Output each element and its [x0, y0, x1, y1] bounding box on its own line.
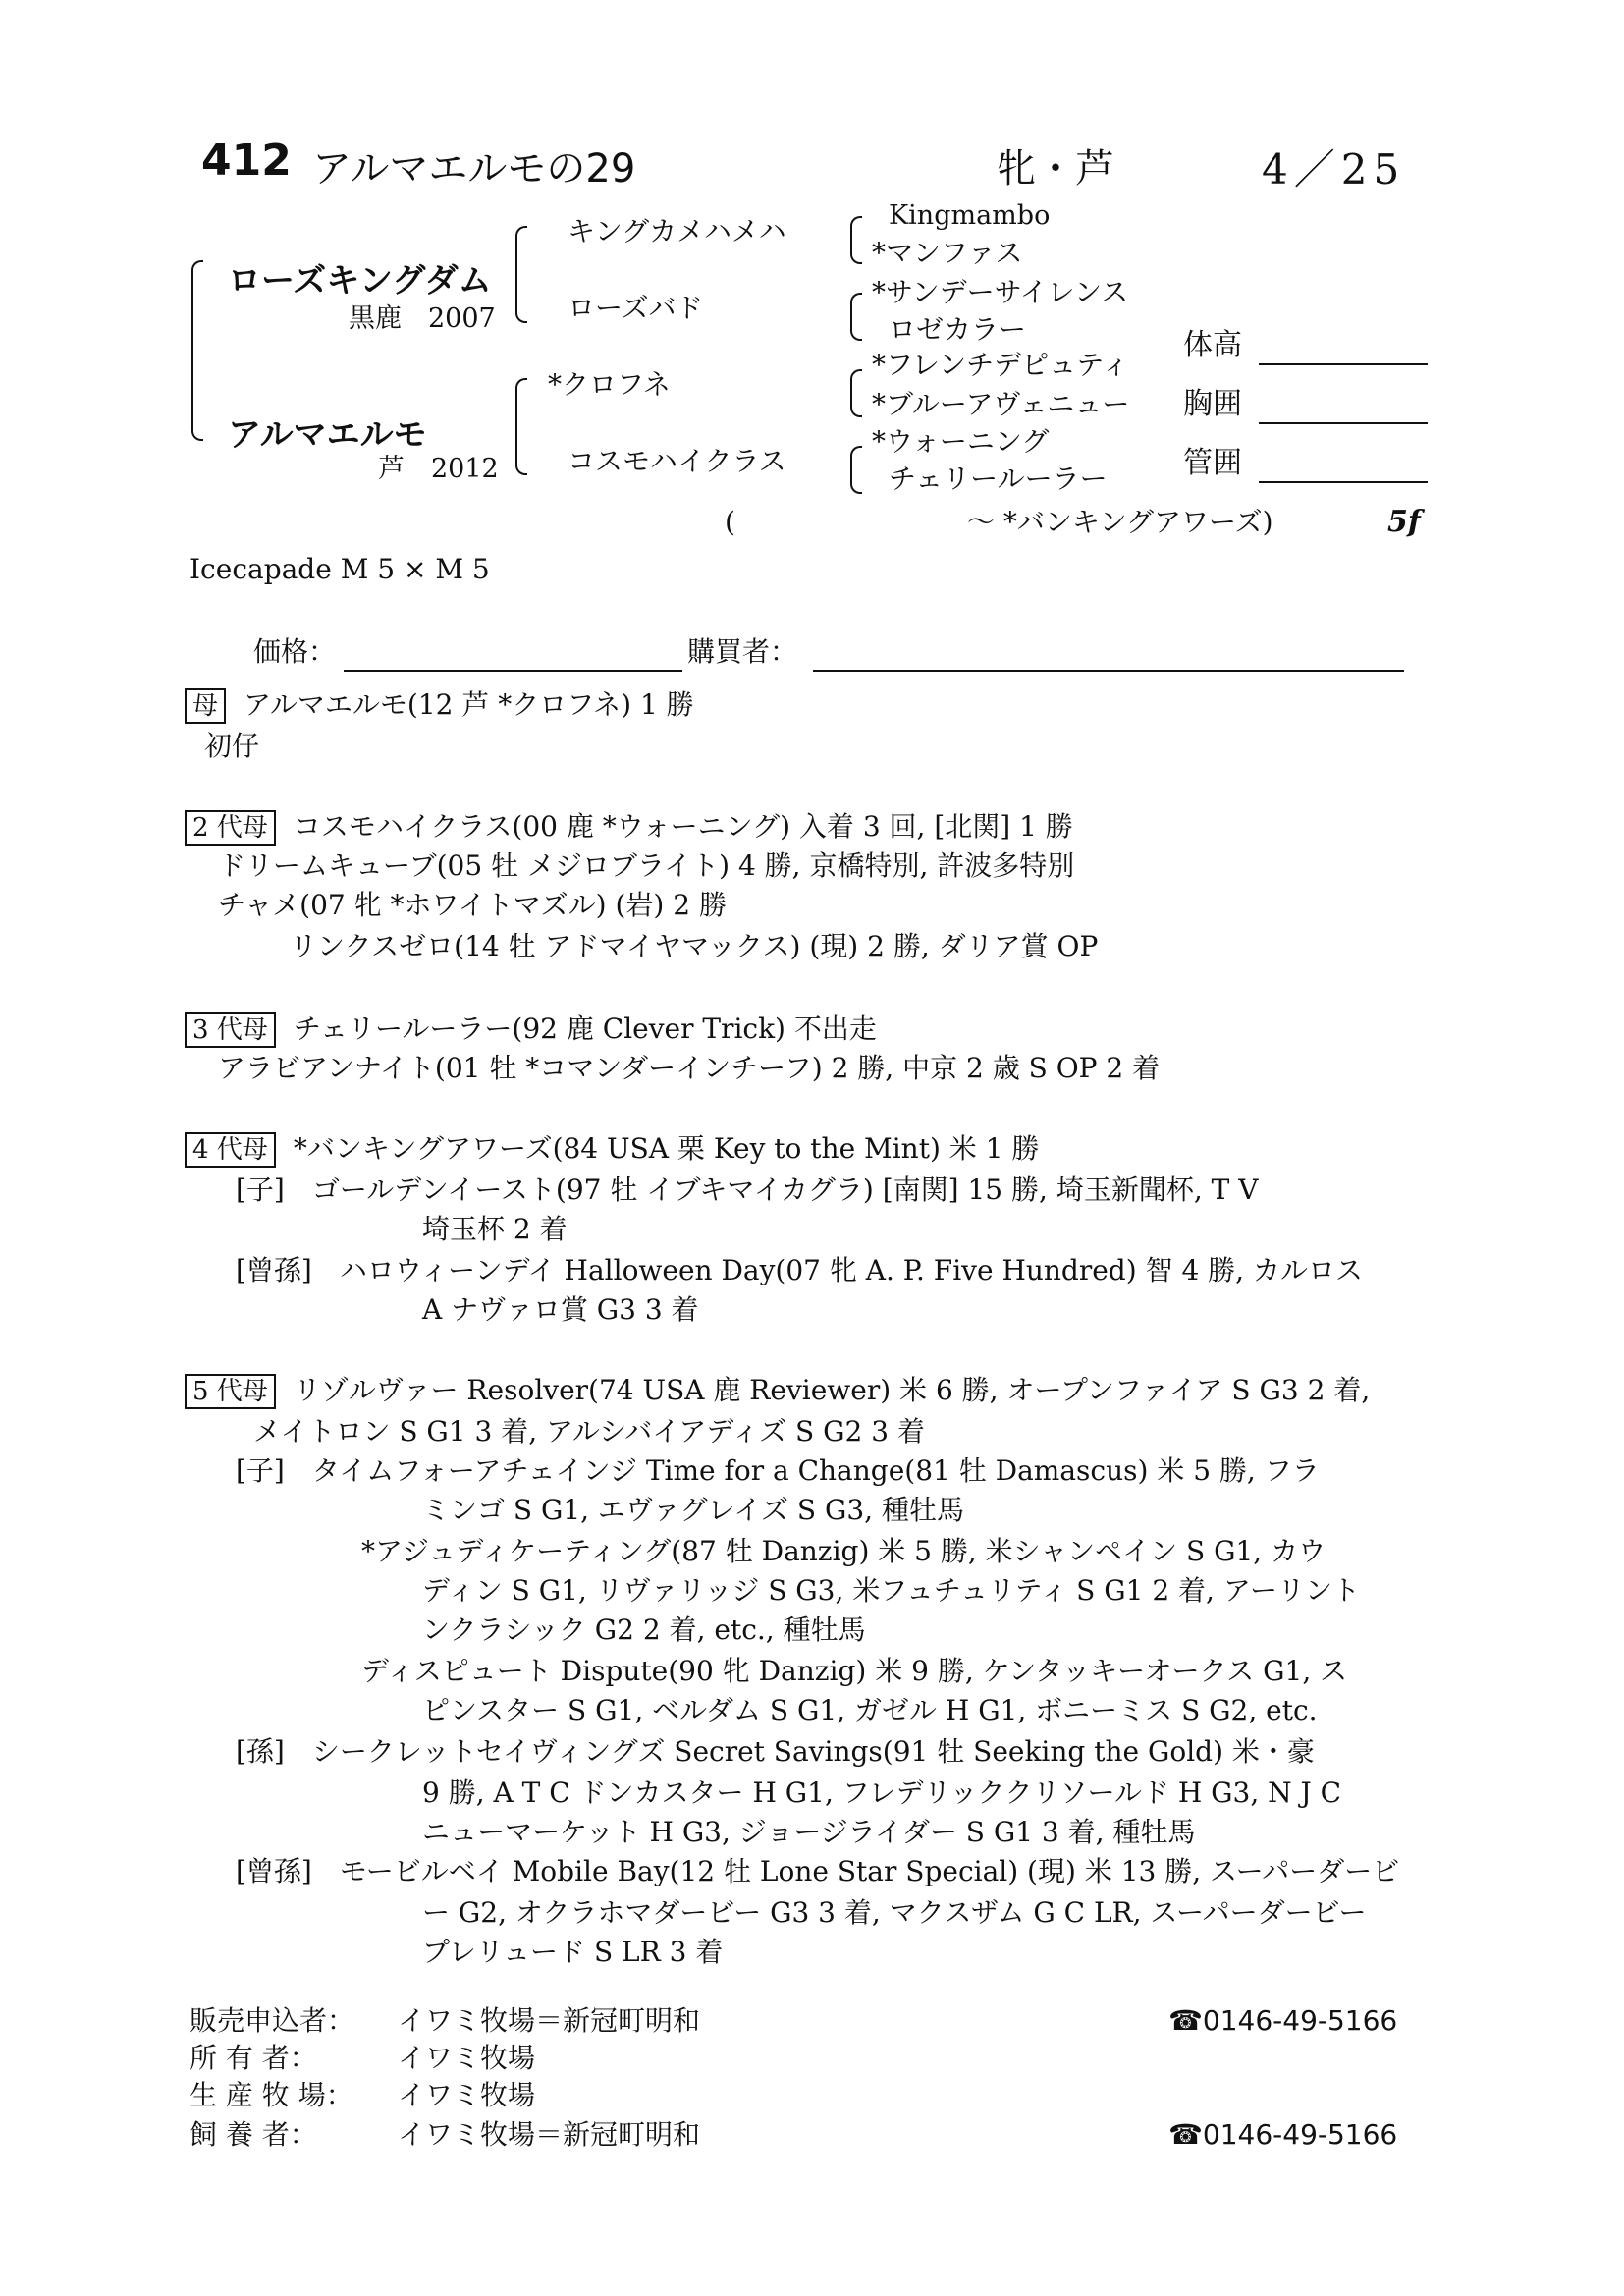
- gen3-line: アラビアンナイト(01 牡 *コマンダーインチーフ) 2 勝, 中京 2 歳 S OP 2 着: [218, 1052, 1161, 1084]
- gen3-item: *サンデーサイレンス: [872, 276, 1129, 308]
- family-note: ～ *バンキングアワーズ): [967, 506, 1273, 538]
- gen2-section: [185, 807, 1073, 847]
- gen4-line: 埼玉杯 2 着: [422, 1213, 568, 1245]
- footer-label: 生 産 牧 場：: [189, 2079, 353, 2111]
- dam-color-year: 芦 2012: [378, 454, 499, 484]
- gen5-line: ピンスター S G1, ベルダム S G1, ガゼル H G1, ボニーミス S G2, etc.: [422, 1694, 1318, 1726]
- family-note-paren: (: [725, 506, 735, 538]
- gen2-item: キングカメハメハ: [568, 215, 786, 247]
- height-blank[interactable]: [1259, 363, 1428, 365]
- gen3-brace: [850, 293, 862, 341]
- dam-brace: [515, 378, 527, 475]
- family-number: 5f: [1387, 505, 1421, 539]
- gen2-item: コスモハイクラス: [568, 445, 786, 477]
- sire-brace: [515, 226, 527, 323]
- price-label: 価格：: [253, 635, 337, 668]
- gen3-item: ロゼカラー: [889, 313, 1027, 346]
- gen2-label: 2 代母: [185, 810, 276, 846]
- footer-value: イワミ牧場＝新冠町明和: [398, 2004, 701, 2037]
- gen5-line: メイトロン S G1 3 着, アルシバイアディズ S G2 3 着: [253, 1415, 925, 1448]
- gen5-line: ニューマーケット H G3, ジョージライダー S G1 3 着, 種牡馬: [422, 1816, 1196, 1848]
- sire-name: ローズキングダム: [228, 261, 492, 301]
- gen5-line: ミンゴ S G1, エヴァグレイズ S G3, 種牡馬: [422, 1494, 964, 1526]
- outer-brace: [191, 260, 203, 441]
- gen2-line: コスモハイクラス(00 鹿 *ウォーニング) 入着 3 回, [北関] 1 勝: [293, 810, 1073, 843]
- sex-color: 牝・芦: [997, 146, 1114, 191]
- gen3-item: チェリールーラー: [889, 463, 1108, 495]
- gen5-line: [曾孫] モービルベイ Mobile Bay(12 牡 Lone Star Special) (現) 米 13 勝, スーパーダービ: [236, 1855, 1400, 1887]
- chest-blank[interactable]: [1259, 422, 1428, 424]
- price-blank[interactable]: [344, 670, 682, 672]
- cannon-blank[interactable]: [1259, 481, 1428, 483]
- gen5-label: 5 代母: [185, 1374, 276, 1409]
- lot-number: 412: [201, 136, 292, 186]
- gen5-line: リゾルヴァー Resolver(74 USA 鹿 Reviewer) 米 6 勝, オープンファイア S G3 2 着,: [293, 1374, 1371, 1406]
- horse-name: アルマエルモの29: [312, 146, 636, 191]
- dam-label: 母: [185, 688, 226, 724]
- height-label: 体高: [1183, 328, 1242, 362]
- gen3-line: チェリールーラー(92 鹿 Clever Trick) 不出走: [293, 1012, 877, 1045]
- buyer-label: 購買者：: [687, 635, 798, 668]
- gen5-line: プレリュード S LR 3 着: [422, 1936, 724, 1968]
- gen3-section: [185, 1010, 877, 1049]
- gen3-item: Kingmambo: [889, 200, 1051, 231]
- gen5-section: [185, 1371, 1370, 1410]
- footer-phone: ☎0146-49-5166: [1168, 2118, 1398, 2151]
- gen3-brace: [850, 446, 862, 494]
- gen4-line: [子] ゴールデンイースト(97 牡 イブキマイカグラ) [南関] 15 勝, 埼玉新聞杯, T V: [236, 1174, 1259, 1206]
- dam-section: [185, 685, 694, 725]
- gen5-line: ディン S G1, リヴァリッジ S G3, 米フュチュリティ S G1 2 着, アーリント: [422, 1574, 1360, 1607]
- gen3-item: *ブルーアヴェニュー: [872, 388, 1130, 420]
- gen5-line: ディスピュート Dispute(90 牝 Danzig) 米 9 勝, ケンタッキーオークス G1, ス: [361, 1655, 1348, 1687]
- gen5-line: ンクラシック G2 2 着, etc., 種牡馬: [422, 1613, 866, 1646]
- gen5-line: [孫] シークレットセイヴィングズ Secret Savings(91 牡 Seeking the Gold) 米・豪: [236, 1735, 1315, 1768]
- dam-produce: 初仔: [204, 730, 260, 762]
- gen3-item: *ウォーニング: [872, 425, 1050, 458]
- phone-icon: ☎: [1168, 2118, 1203, 2151]
- gen4-label: 4 代母: [185, 1132, 276, 1168]
- gen4-line: A ナヴァロ賞 G3 3 着: [422, 1293, 699, 1326]
- footer-value: イワミ牧場: [398, 2042, 536, 2074]
- gen5-line: 9 勝, A T C ドンカスター H G1, フレデリッククリソールド H G3, N J C: [422, 1777, 1342, 1809]
- dam-line: アルマエルモ(12 芦 *クロフネ) 1 勝: [244, 688, 694, 721]
- birth-date: 4／25: [1262, 145, 1406, 193]
- gen5-line: *アジュディケーティング(87 牡 Danzig) 米 5 勝, 米シャンペイン S G1, カウ: [361, 1535, 1326, 1567]
- footer-value: イワミ牧場: [398, 2079, 536, 2111]
- gen2-item: *クロフネ: [548, 368, 671, 401]
- gen3-brace: [850, 216, 862, 264]
- footer-label: 飼 養 者：: [189, 2118, 317, 2151]
- gen4-section: [185, 1129, 1039, 1169]
- sire-color-year: 黒鹿 2007: [349, 303, 496, 334]
- buyer-blank[interactable]: [813, 670, 1404, 672]
- dam-name: アルマエルモ: [228, 415, 427, 455]
- gen5-line: [子] タイムフォーアチェインジ Time for a Change(81 牡 Damascus) 米 5 勝, フラ: [236, 1454, 1320, 1487]
- gen3-brace: [850, 369, 862, 417]
- gen2-item: ローズバド: [568, 292, 704, 324]
- gen4-line: [曾孫] ハロウィーンデイ Halloween Day(07 牝 A. P. Five Hundred) 智 4 勝, カルロス: [236, 1254, 1363, 1286]
- inbreeding: Icecapade M 5 × M 5: [189, 553, 490, 585]
- gen4-line: *バンキングアワーズ(84 USA 栗 Key to the Mint) 米 1 勝: [293, 1132, 1040, 1165]
- footer-value: イワミ牧場＝新冠町明和: [398, 2118, 701, 2151]
- gen2-line: ドリームキューブ(05 牡 メジロブライト) 4 勝, 京橋特別, 許波多特別: [218, 849, 1075, 882]
- gen5-line: ー G2, オクラホマダービー G3 3 着, マクスザム G C LR, スーパーダービー: [422, 1896, 1367, 1929]
- cannon-label: 管囲: [1183, 446, 1242, 480]
- phone-icon: ☎: [1168, 2004, 1203, 2037]
- footer-phone: ☎0146-49-5166: [1168, 2004, 1398, 2037]
- chest-label: 胸囲: [1183, 387, 1242, 421]
- footer-label: 所 有 者：: [189, 2042, 317, 2074]
- footer-label: 販売申込者：: [189, 2004, 355, 2037]
- gen3-item: *マンファス: [872, 237, 1023, 269]
- gen2-line: リンクスゼロ(14 牡 アドマイヤマックス) (現) 2 勝, ダリア賞 OP: [290, 930, 1099, 962]
- gen3-label: 3 代母: [185, 1012, 276, 1048]
- gen3-item: *フレンチデピュティ: [872, 349, 1129, 381]
- gen2-line: チャメ(07 牝 *ホワイトマズル) (岩) 2 勝: [218, 889, 727, 921]
